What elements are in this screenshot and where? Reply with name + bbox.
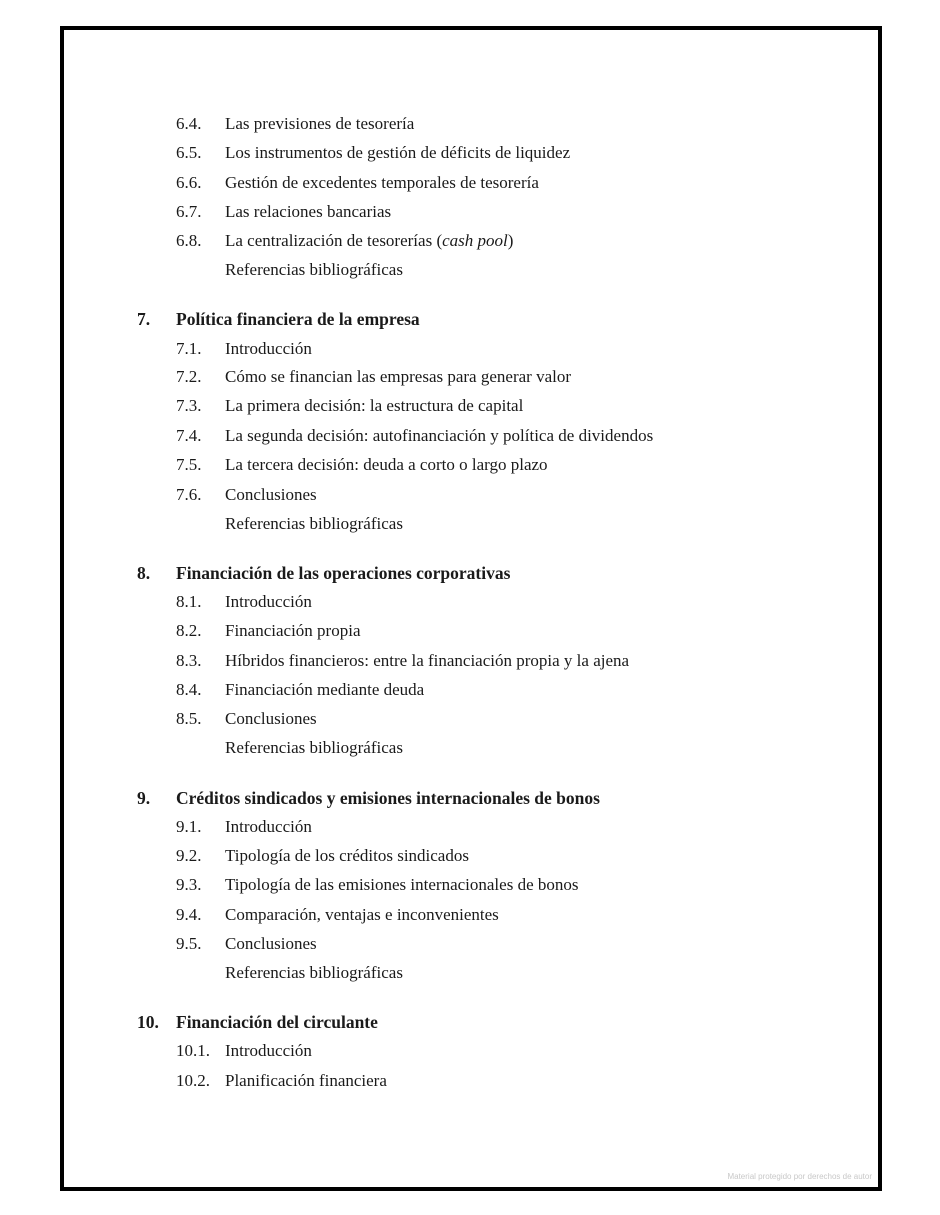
chapter-number: 10. — [137, 1012, 159, 1032]
chapter-title: Financiación del circulante — [176, 1012, 378, 1032]
references-label: Referencias bibliográficas — [225, 738, 403, 757]
entry-title: La segunda decisión: autofinanciación y política de dividendos — [225, 426, 654, 445]
entry-number: 9.2. — [176, 846, 202, 865]
entry-number: 6.5. — [176, 143, 202, 162]
entry-number: 7.3. — [176, 396, 202, 415]
chapter-number: 9. — [137, 788, 151, 808]
entry-number: 10.2. — [176, 1071, 210, 1090]
entry-number: 8.2. — [176, 621, 202, 640]
entry-number: 9.1. — [176, 817, 202, 836]
entry-title: Tipología de los créditos sindicados — [225, 846, 469, 865]
entry-number: 8.4. — [176, 680, 202, 699]
entry-number: 8.1. — [176, 592, 202, 611]
entry-number: 7.5. — [176, 455, 202, 474]
references-label: Referencias bibliográficas — [225, 514, 403, 533]
entry-title: Las previsiones de tesorería — [225, 114, 415, 133]
entry-title: Financiación propia — [225, 621, 361, 640]
references-label: Referencias bibliográficas — [225, 963, 403, 982]
entry-title: Conclusiones — [225, 709, 317, 728]
document-page — [60, 26, 882, 1191]
entry-title: Las relaciones bancarias — [225, 202, 392, 221]
entry-title: Conclusiones — [225, 485, 317, 504]
entry-title: Híbridos financieros: entre la financiación propia y la ajena — [225, 651, 630, 670]
entry-title-italic: cash pool — [442, 231, 508, 250]
copyright-watermark: Material protegido por derechos de autor — [727, 1172, 872, 1181]
entry-title — [225, 231, 513, 251]
entry-number: 7.4. — [176, 426, 202, 445]
entry-number: 6.7. — [176, 202, 202, 221]
entry-number: 6.8. — [176, 231, 202, 250]
entry-number: 6.4. — [176, 114, 202, 133]
entry-title: La primera decisión: la estructura de capital — [225, 396, 524, 415]
entry-number: 8.3. — [176, 651, 202, 670]
entry-title: Introducción — [225, 1041, 312, 1060]
entry-title: Los instrumentos de gestión de déficits de liquidez — [225, 143, 571, 162]
entry-title-part: ) — [507, 231, 514, 250]
entry-number: 7.1. — [176, 339, 202, 358]
entry-title: Tipología de las emisiones internacionales de bonos — [225, 875, 579, 894]
entry-title: Comparación, ventajas e inconvenientes — [225, 905, 499, 924]
chapter-title: Financiación de las operaciones corporativas — [176, 563, 511, 583]
entry-title: Introducción — [225, 339, 312, 358]
entry-title: La tercera decisión: deuda a corto o largo plazo — [225, 455, 548, 474]
entry-number: 9.4. — [176, 905, 202, 924]
entry-number: 6.6. — [176, 173, 202, 192]
chapter-number: 8. — [137, 563, 151, 583]
entry-number: 9.5. — [176, 934, 202, 953]
references-label: Referencias bibliográficas — [225, 260, 403, 279]
entry-title: Financiación mediante deuda — [225, 680, 425, 699]
entry-title: Conclusiones — [225, 934, 317, 953]
entry-title: Gestión de excedentes temporales de tesorería — [225, 173, 539, 192]
entry-title: Planificación financiera — [225, 1071, 387, 1090]
entry-number: 8.5. — [176, 709, 202, 728]
entry-number: 9.3. — [176, 875, 202, 894]
table-of-contents — [64, 30, 878, 1187]
chapter-title: Créditos sindicados y emisiones internacionales de bonos — [176, 788, 600, 808]
entry-number: 7.2. — [176, 367, 202, 386]
entry-number: 10.1. — [176, 1041, 210, 1060]
chapter-title: Política financiera de la empresa — [176, 309, 420, 329]
entry-number: 7.6. — [176, 485, 202, 504]
entry-title: Introducción — [225, 592, 312, 611]
entry-title-part: La centralización de tesorerías ( — [225, 231, 443, 250]
chapter-number: 7. — [137, 309, 151, 329]
entry-title: Introducción — [225, 817, 312, 836]
entry-title: Cómo se financian las empresas para generar valor — [225, 367, 571, 386]
